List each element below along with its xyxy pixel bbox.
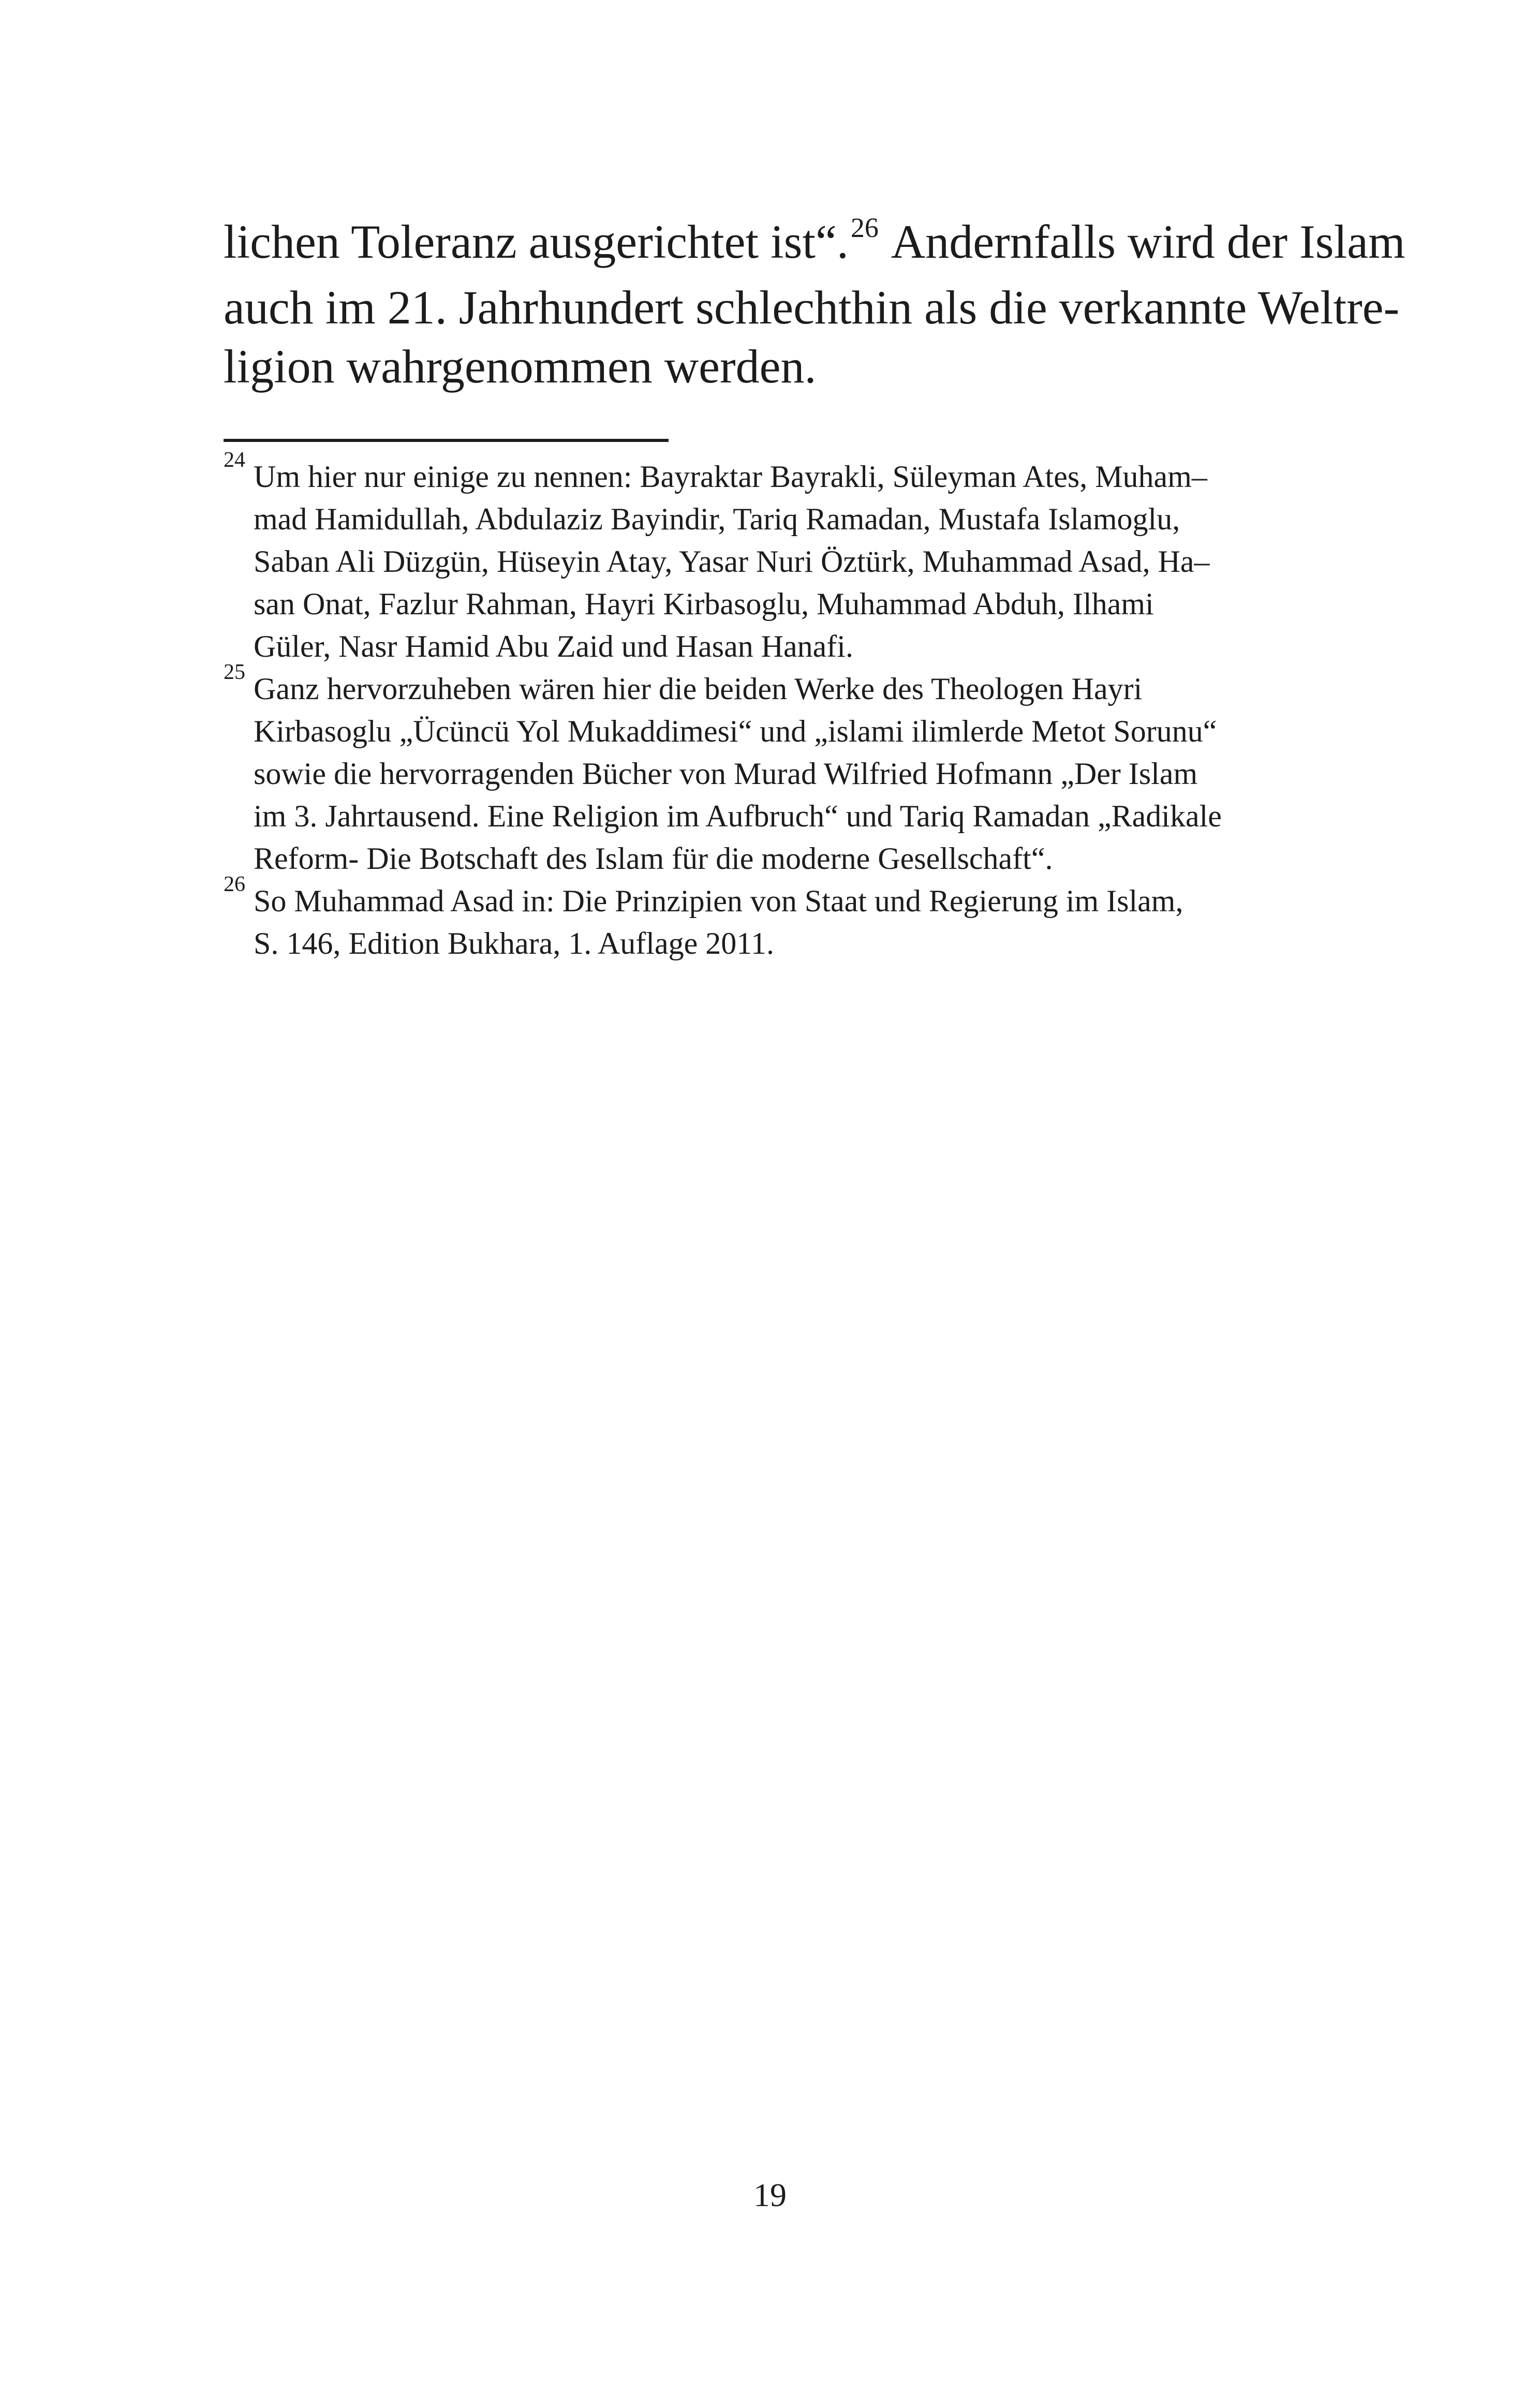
footnote-line: Saban Ali Düzgün, Hüseyin Atay, Yasar Nuri Öztürk, Muhammad Asad, Ha– (254, 544, 1210, 579)
footnote-line: im 3. Jahrtausend. Eine Religion im Aufbruch“ und Tariq Ramadan „Radikale (254, 799, 1222, 833)
footnote-26 (224, 872, 1346, 965)
body-line-3: ligion wahrgenommen werden. (224, 340, 817, 393)
footnote-number: 25 (224, 660, 245, 684)
footnote-line: Reform- Die Botschaft des Islam für die moderne Gesellschaft“. (254, 841, 1053, 876)
footnote-line: So Muhammad Asad in: Die Prinzipien von Staat und Regierung im Islam, (254, 884, 1183, 918)
body-line-1-end: Andernfalls wird der Islam (881, 215, 1405, 268)
footnote-line: Güler, Nasr Hamid Abu Zaid und Hasan Hanafi. (254, 629, 853, 663)
body-line-1 (224, 212, 1405, 278)
footnote-24 (224, 448, 1346, 668)
footnotes-section (224, 448, 1346, 965)
body-paragraph (224, 212, 1405, 396)
footnote-text (224, 880, 1346, 965)
body-line-1-start: lichen Toleranz ausgerichtet ist“. (224, 215, 849, 268)
footnote-number: 26 (224, 872, 245, 896)
footnote-reference-26: 26 (850, 212, 879, 243)
page-number: 19 (753, 2177, 787, 2213)
footnote-text (224, 455, 1346, 668)
footnote-line: Kirbasoglu „Ücüncü Yol Mukaddimesi“ und „islami ilimlerde Metot Sorunu“ (254, 714, 1217, 748)
footnote-number: 24 (224, 448, 245, 472)
footnote-line: san Onat, Fazlur Rahman, Hayri Kirbasoglu, Muhammad Abduh, Ilhami (254, 587, 1154, 621)
footnote-line: sowie die hervorragenden Bücher von Murad Wilfried Hofmann „Der Islam (254, 757, 1198, 791)
footnote-25 (224, 660, 1346, 880)
body-line-2: auch im 21. Jahrhundert schlechthin als die verkannte Weltre- (224, 281, 1400, 334)
footnote-line: mad Hamidullah, Abdulaziz Bayindir, Tariq Ramadan, Mustafa Islamoglu, (254, 502, 1180, 536)
footnote-line: Ganz hervorzuheben wären hier die beiden Werke des Theologen Hayri (254, 672, 1143, 706)
footnote-line: S. 146, Edition Bukhara, 1. Auflage 2011. (254, 926, 774, 960)
footnote-text (224, 668, 1346, 880)
footnote-line: Um hier nur einige zu nennen: Bayraktar Bayrakli, Süleyman Ates, Muham– (254, 460, 1207, 494)
footnote-separator-rule (224, 439, 669, 442)
